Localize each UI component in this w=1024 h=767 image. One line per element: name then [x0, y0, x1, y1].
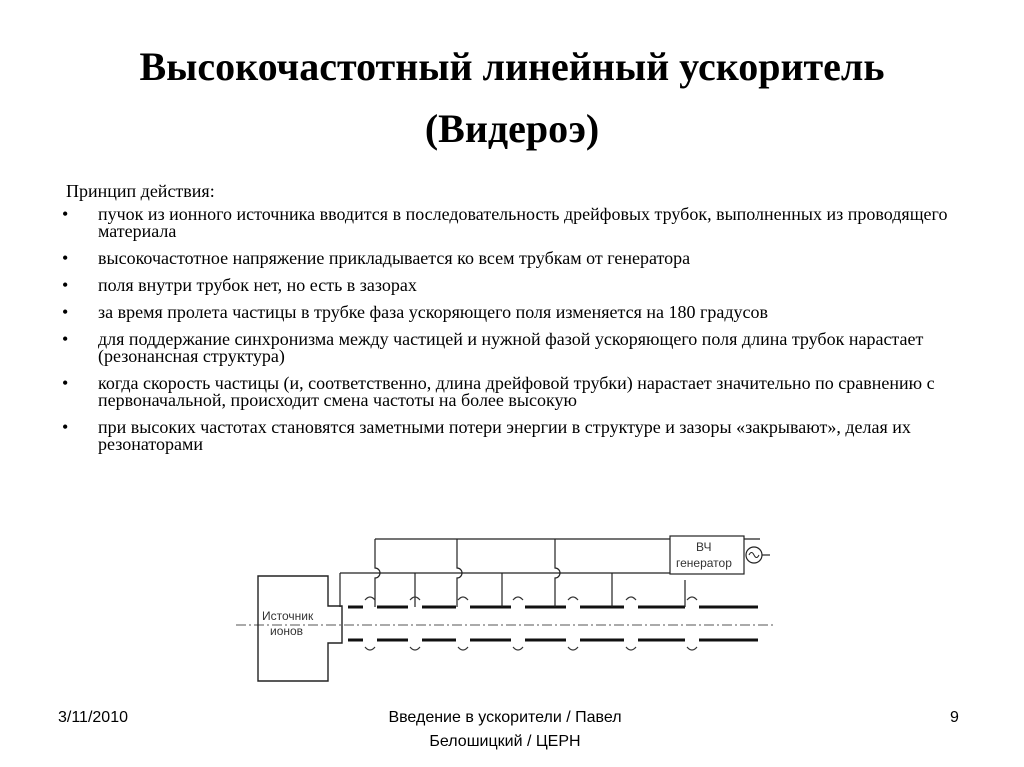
bullet-text: для поддержание синхронизма между частицей и нужной фазой ускоряющего поля длина трубок нарастает (резонансная структура): [98, 329, 924, 366]
field-arrow: [687, 647, 697, 650]
field-arrow: [513, 647, 523, 650]
field-arrow: [568, 597, 578, 600]
field-arrow: [458, 597, 468, 600]
principle-heading: Принцип действия:: [66, 181, 215, 201]
title-line-1: Высокочастотный линейный ускоритель: [139, 44, 885, 89]
ion-source-label-1: Источник: [262, 609, 314, 623]
field-arrow: [687, 597, 697, 600]
bullet-dot: •: [62, 275, 69, 295]
bullet-dot: •: [62, 373, 69, 393]
field-arrow: [513, 597, 523, 600]
field-arrow: [458, 647, 468, 650]
field-arrows-bottom: [365, 647, 697, 650]
bullet-text: когда скорость частицы (и, соответственно, длина дрейфовой трубки) нарастает значительно по сравнению с первоначальной, происходит смена частоты на более высокую: [98, 373, 935, 410]
field-arrow: [626, 647, 636, 650]
footer-author-line-2: Белошицкий / ЦЕРН: [429, 733, 581, 750]
ion-source-label-2: ионов: [270, 624, 304, 638]
bullet-dot: •: [62, 302, 69, 322]
bullet-text: при высоких частотах становятся заметными потери энергии в структуре и зазоры «закрывают», делая их резонаторами: [98, 417, 911, 454]
bullet-dot: •: [62, 204, 69, 224]
field-arrow: [626, 597, 636, 600]
bullet-item: [62, 206, 962, 240]
bullet-item: [62, 304, 962, 321]
field-arrow: [365, 647, 375, 650]
bullet-dot: •: [62, 417, 69, 437]
bullet-text: поля внутри трубок нет, но есть в зазорах: [98, 275, 417, 295]
bullet-item: [62, 277, 962, 294]
slide-title: [0, 36, 1024, 160]
bullet-item: [62, 331, 962, 365]
bullet-text: высокочастотное напряжение прикладывается ко всем трубкам от генератора: [98, 248, 691, 268]
field-arrow: [410, 647, 420, 650]
wideroe-linac-diagram: [230, 530, 790, 690]
footer-author: [340, 706, 670, 754]
title-line-2: (Видероэ): [424, 106, 600, 151]
bullet-item: [62, 375, 962, 409]
bullet-list: [62, 206, 962, 463]
field-arrow: [365, 597, 375, 600]
rf-generator-label-1: ВЧ: [696, 540, 712, 554]
bullet-item: [62, 250, 962, 267]
rf-generator-label-2: генератор: [676, 556, 732, 570]
field-arrow: [568, 647, 578, 650]
bullet-item: [62, 419, 962, 453]
bullet-dot: •: [62, 329, 69, 349]
page-number: 9: [950, 709, 959, 726]
footer-author-line-1: Введение в ускорители / Павел: [388, 709, 622, 726]
bullet-text: за время пролета частицы в трубке фаза ускоряющего поля изменяется на 180 градусов: [98, 302, 769, 322]
bullet-dot: •: [62, 248, 69, 268]
bullet-text: пучок из ионного источника вводится в последовательность дрейфовых трубок, выполненных из проводящего материала: [98, 204, 948, 241]
footer-date: 3/11/2010: [58, 709, 128, 726]
